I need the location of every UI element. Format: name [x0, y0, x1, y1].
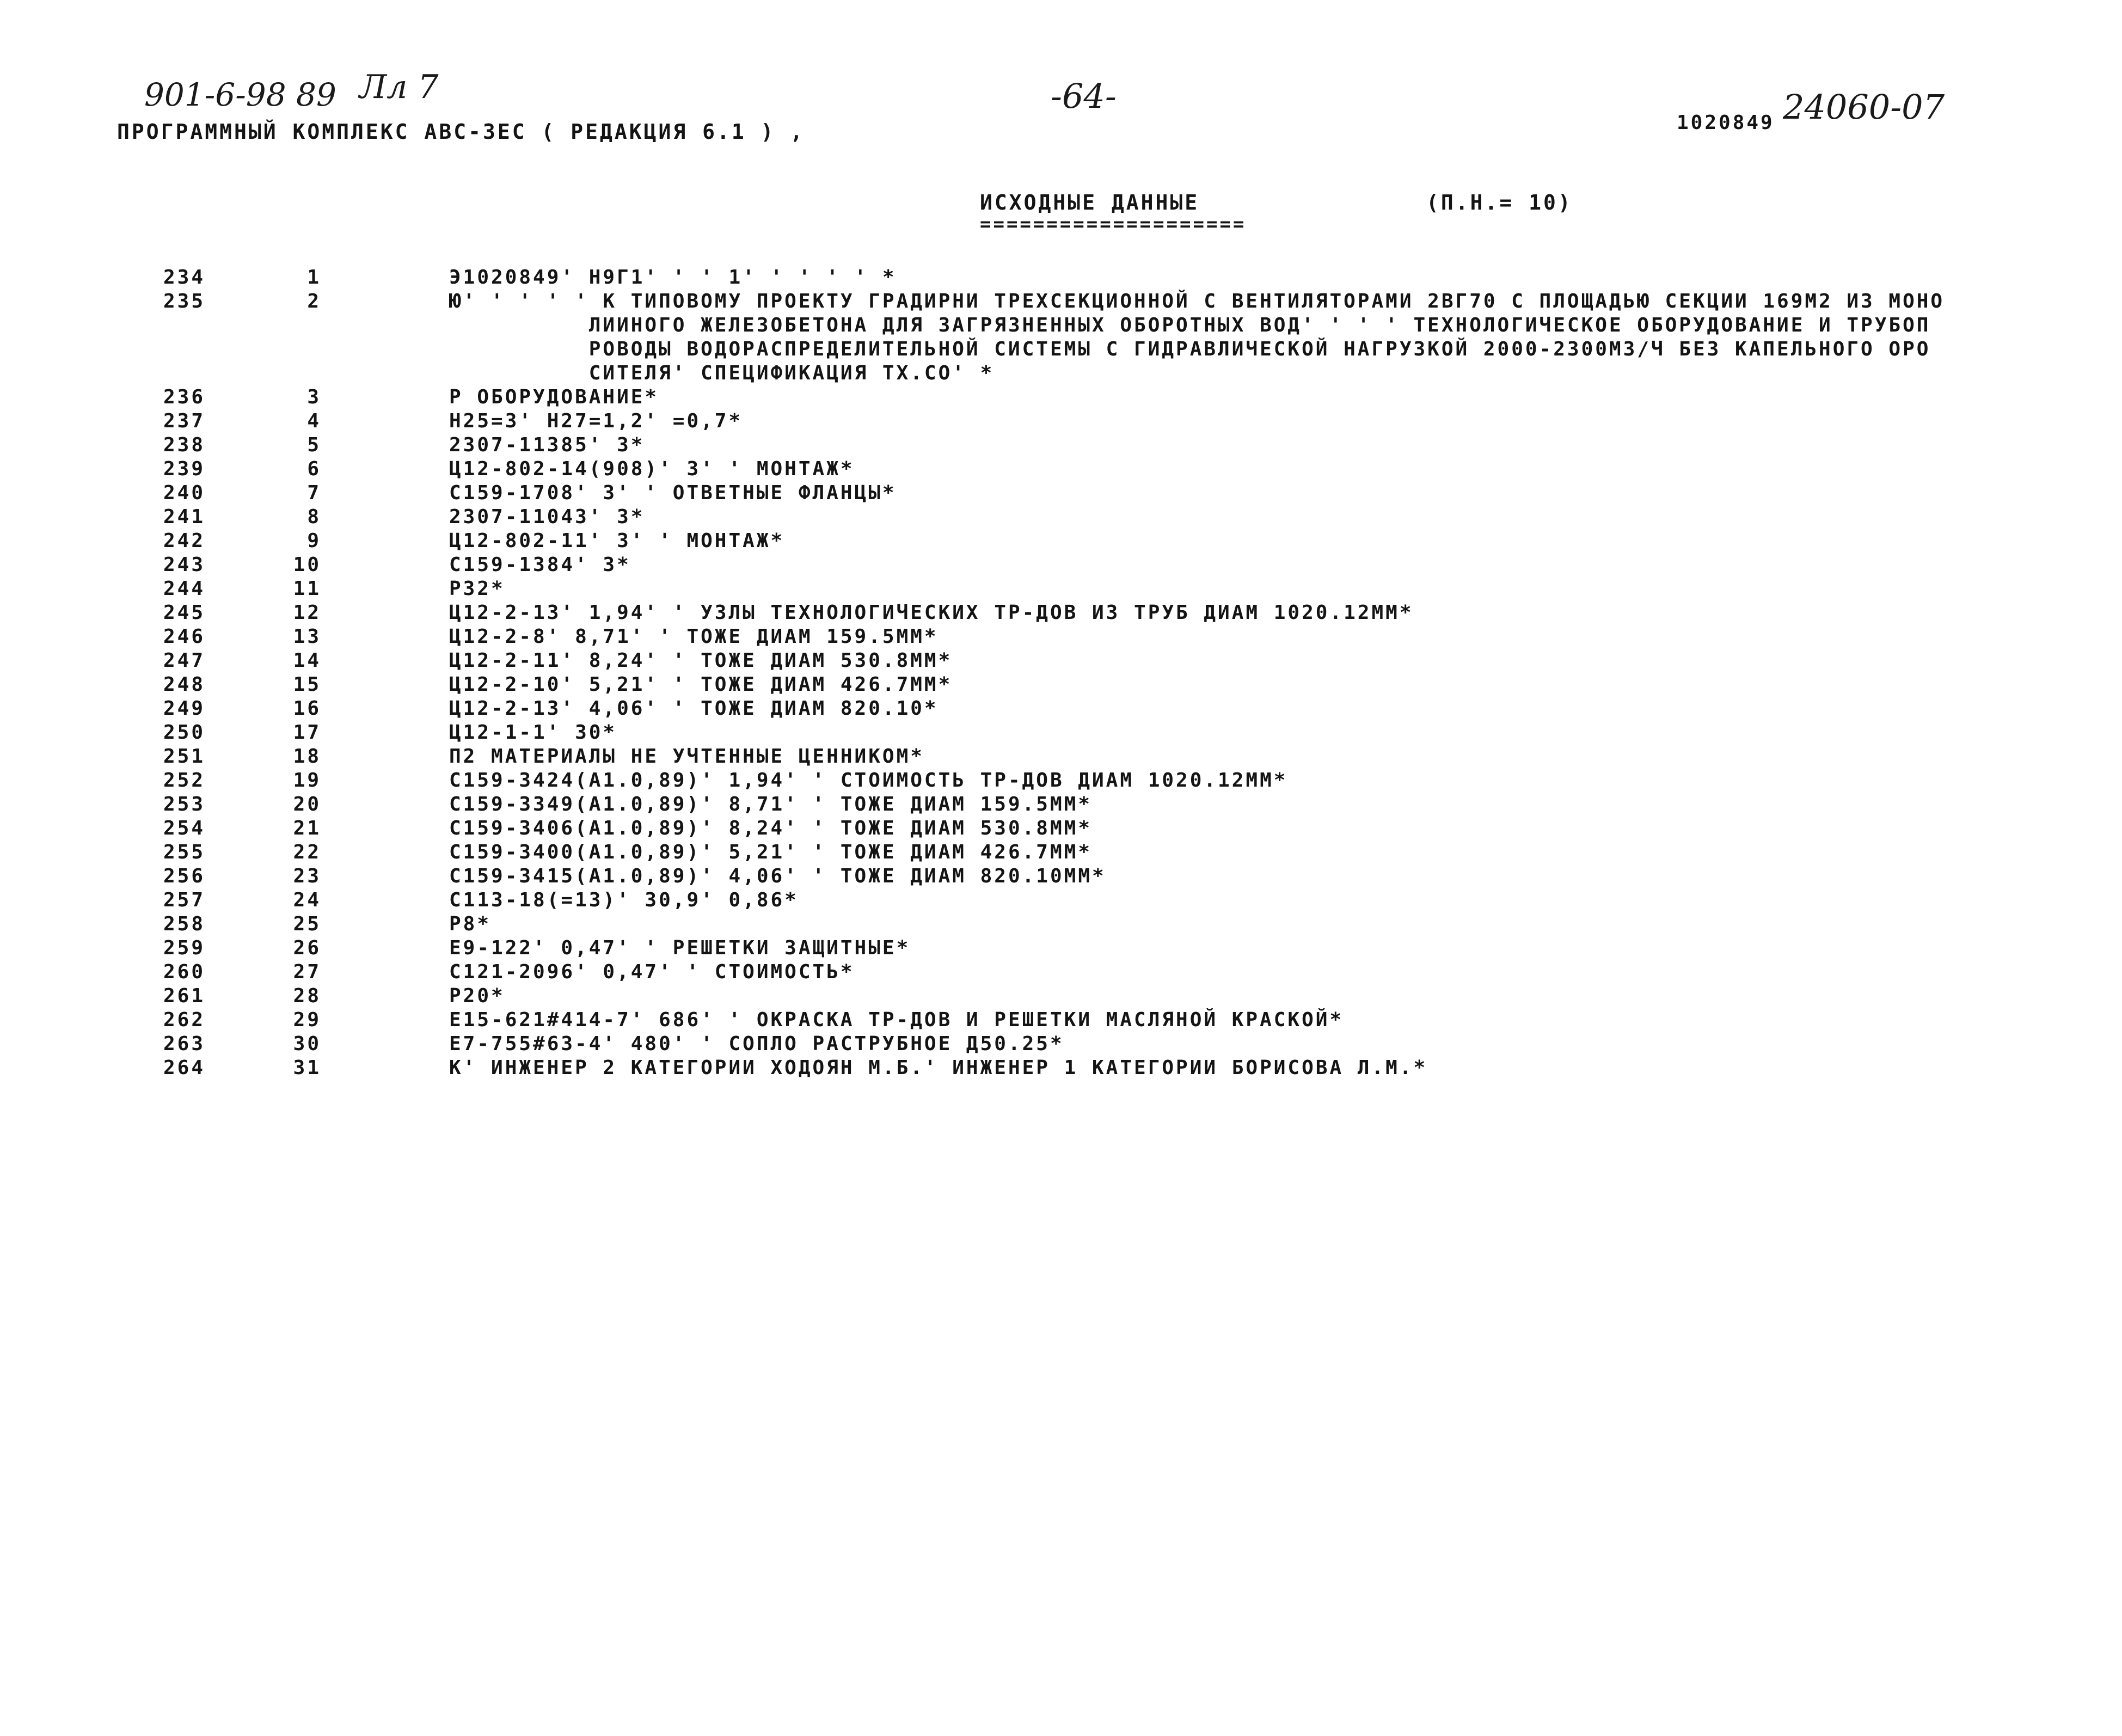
listing-row: [0, 385, 2122, 409]
listing-row: [0, 601, 2122, 625]
line-number: 252: [163, 769, 206, 792]
record-text: Р20*: [449, 985, 505, 1007]
line-number: 254: [163, 817, 206, 839]
sequence-number: 2: [307, 290, 321, 312]
line-number: 245: [163, 602, 206, 624]
record-text: Е7-755#63-4' 480' ' СОПЛО РАСТРУБНОЕ Д50.25*: [449, 1033, 1064, 1055]
line-number: 262: [163, 1009, 206, 1031]
record-text: Ц12-2-10' 5,21' ' ТОЖЕ ДИАМ 426.7ММ*: [449, 673, 953, 696]
record-text: К' ИНЖЕНЕР 2 КАТЕГОРИИ ХОДОЯН М.Б.' ИНЖЕНЕР 1 КАТЕГОРИИ БОРИСОВА Л.М.*: [449, 1057, 1428, 1079]
sequence-number: 31: [293, 1057, 321, 1079]
record-text: Н25=3' Н27=1,2' =0,7*: [449, 410, 743, 432]
record-text: Е9-122' 0,47' ' РЕШЕТКИ ЗАЩИТНЫЕ*: [449, 937, 911, 959]
handwritten-page-number: -64-: [1051, 76, 1117, 116]
listing-row: [0, 769, 2122, 793]
sequence-number: 14: [293, 649, 321, 672]
record-text: П2 МАТЕРИАЛЫ НЕ УЧТЕННЫЕ ЦЕННИКОМ*: [449, 745, 924, 768]
sequence-number: 27: [293, 961, 321, 983]
listing-row: [0, 721, 2122, 745]
listing-row: [0, 697, 2122, 721]
record-text: ЛИИНОГО ЖЕЛЕЗОБЕТОНА ДЛЯ ЗАГРЯЗНЕННЫХ ОБОРОТНЫХ ВОД' ' ' ' ТЕХНОЛОГИЧЕСКОЕ ОБОРУДОВАНИЕ И ТРУБОП: [449, 314, 1931, 336]
line-number: 253: [163, 793, 206, 815]
sequence-number: 22: [293, 841, 321, 863]
sequence-number: 7: [307, 482, 321, 504]
listing-row: [0, 577, 2122, 601]
listing-row: [0, 457, 2122, 481]
listing-row: [0, 912, 2122, 936]
record-text: Ю' ' ' ' ' К ТИПОВОМУ ПРОЕКТУ ГРАДИРНИ ТРЕХСЕКЦИОННОЙ С ВЕНТИЛЯТОРАМИ 2ВГ70 С ПЛОЩАДЬЮ СЕКЦИИ 169М2 ИЗ МОНО: [449, 290, 1945, 312]
sequence-number: 15: [293, 673, 321, 696]
sequence-number: 25: [293, 913, 321, 935]
line-number: 241: [163, 506, 206, 528]
heading-underline: ====================: [980, 213, 1247, 235]
listing-row: [0, 505, 2122, 529]
sequence-number: 13: [293, 625, 321, 648]
sequence-number: [272, 314, 321, 338]
line-number: 261: [163, 985, 206, 1007]
listing-row: [0, 960, 2122, 984]
record-text: С159-3406(А1.0,89)' 8,24' ' ТОЖЕ ДИАМ 530.8ММ*: [449, 817, 1092, 839]
record-text: 2307-11043' 3*: [449, 506, 645, 528]
line-number: 259: [163, 937, 206, 959]
line-number: 251: [163, 745, 206, 768]
order-code: 1020849: [1677, 112, 1775, 134]
line-number: 239: [163, 458, 206, 480]
listing-row: [0, 673, 2122, 697]
sequence-number: [272, 338, 321, 361]
sequence-number: [272, 361, 321, 385]
sequence-number: 18: [293, 745, 321, 768]
listing-row: [0, 1008, 2122, 1032]
record-text: С121-2096' 0,47' ' СТОИМОСТЬ*: [449, 961, 855, 983]
record-text: Е15-621#414-7' 686' ' ОКРАСКА ТР-ДОВ И РЕШЕТКИ МАСЛЯНОЙ КРАСКОЙ*: [449, 1009, 1344, 1031]
sequence-number: 24: [293, 889, 321, 911]
listing-row: [0, 314, 2122, 338]
record-text: С159-1384' 3*: [449, 554, 631, 576]
line-number: 260: [163, 961, 206, 983]
line-number: 256: [163, 865, 206, 887]
listing-row: [0, 290, 2122, 314]
listing-row: [0, 745, 2122, 769]
listing-row: [0, 553, 2122, 577]
handwritten-document-number: 24060-07: [1783, 87, 1945, 127]
sequence-number: 4: [307, 410, 321, 432]
listing-row: [0, 433, 2122, 457]
sequence-number: 23: [293, 865, 321, 887]
record-text: Ц12-1-1' 30*: [449, 721, 617, 744]
program-title: ПРОГРАММНЫЙ КОМПЛЕКС АВС-3ЕС ( РЕДАКЦИЯ 6.1 ) ,: [117, 120, 805, 144]
listing-row: [0, 338, 2122, 361]
page-heading: ИСХОДНЫЕ ДАННЫЕ: [980, 191, 1200, 214]
line-number: [0, 314, 272, 338]
record-text: С159-3415(А1.0,89)' 4,06' ' ТОЖЕ ДИАМ 820.10ММ*: [449, 865, 1106, 887]
listing-row: [0, 649, 2122, 673]
line-number: 263: [163, 1033, 206, 1055]
record-text: Ц12-802-14(908)' 3' ' МОНТАЖ*: [449, 458, 855, 480]
listing-row: [0, 984, 2122, 1008]
handwritten-sheet-mark: Лл 7: [359, 68, 439, 106]
line-number: 237: [163, 410, 206, 432]
line-number: 235: [163, 290, 206, 312]
line-number: 246: [163, 625, 206, 648]
line-number: 242: [163, 530, 206, 552]
sequence-number: 19: [293, 769, 321, 792]
record-text: РОВОДЫ ВОДОРАСПРЕДЕЛИТЕЛЬНОЙ СИСТЕМЫ С ГИДРАВЛИЧЕСКОЙ НАГРУЗКОЙ 2000-2300М3/Ч БЕЗ КАПЕЛЬНОГО ОРО: [449, 338, 1931, 360]
line-number: 244: [163, 578, 206, 600]
sequence-number: 10: [293, 554, 321, 576]
listing-row: [0, 936, 2122, 960]
listing-row: [0, 793, 2122, 817]
listing-row: [0, 625, 2122, 649]
sequence-number: 8: [307, 506, 321, 528]
sequence-number: 20: [293, 793, 321, 815]
sequence-number: 6: [307, 458, 321, 480]
listing-row: [0, 888, 2122, 912]
listing-row: [0, 864, 2122, 888]
line-number: 240: [163, 482, 206, 504]
listing-row: [0, 266, 2122, 290]
sequence-number: 11: [293, 578, 321, 600]
sequence-number: 12: [293, 602, 321, 624]
sequence-number: 29: [293, 1009, 321, 1031]
listing-row: [0, 409, 2122, 433]
record-text: Ц12-2-11' 8,24' ' ТОЖЕ ДИАМ 530.8ММ*: [449, 649, 953, 672]
listing-row: [0, 1056, 2122, 1080]
line-number: 238: [163, 434, 206, 456]
sequence-number: 9: [307, 530, 321, 552]
sequence-number: 21: [293, 817, 321, 839]
listing-row: [0, 481, 2122, 505]
record-text: СИТЕЛЯ' СПЕЦИФИКАЦИЯ ТХ.СО' *: [449, 362, 995, 384]
record-text: С159-3424(А1.0,89)' 1,94' ' СТОИМОСТЬ ТР-ДОВ ДИАМ 1020.12ММ*: [449, 769, 1288, 792]
page-counter: (П.Н.= 10): [1426, 191, 1573, 214]
record-text: С113-18(=13)' 30,9' 0,86*: [449, 889, 799, 911]
line-number: [0, 338, 272, 361]
line-number: 257: [163, 889, 206, 911]
sequence-number: 5: [307, 434, 321, 456]
listing-row: [0, 817, 2122, 841]
record-text: С159-3400(А1.0,89)' 5,21' ' ТОЖЕ ДИАМ 426.7ММ*: [449, 841, 1092, 863]
line-number: 264: [163, 1057, 206, 1079]
handwritten-project-code: 901-6-98 89: [144, 76, 336, 113]
line-number: 255: [163, 841, 206, 863]
line-number: 234: [163, 266, 206, 289]
record-text: Р ОБОРУДОВАНИЕ*: [449, 386, 659, 408]
record-text: Э1020849' Н9Г1' ' ' 1' ' ' ' ' *: [449, 266, 897, 289]
record-text: С159-3349(А1.0,89)' 8,71' ' ТОЖЕ ДИАМ 159.5ММ*: [449, 793, 1092, 815]
listing-row: [0, 361, 2122, 385]
listing-row: [0, 1032, 2122, 1056]
record-text: Р32*: [449, 578, 505, 600]
record-text: Р8*: [449, 913, 492, 935]
line-number: 236: [163, 386, 206, 408]
sequence-number: 17: [293, 721, 321, 744]
record-text: Ц12-2-8' 8,71' ' ТОЖЕ ДИАМ 159.5ММ*: [449, 625, 939, 648]
record-text: С159-1708' 3' ' ОТВЕТНЫЕ ФЛАНЦЫ*: [449, 482, 897, 504]
line-number: 258: [163, 913, 206, 935]
sequence-number: 26: [293, 937, 321, 959]
record-text: Ц12-2-13' 1,94' ' УЗЛЫ ТЕХНОЛОГИЧЕСКИХ ТР-ДОВ ИЗ ТРУБ ДИАМ 1020.12ММ*: [449, 602, 1414, 624]
sequence-number: 28: [293, 985, 321, 1007]
listing-row: [0, 529, 2122, 553]
sequence-number: 30: [293, 1033, 321, 1055]
record-text: 2307-11385' 3*: [449, 434, 645, 456]
sequence-number: 16: [293, 697, 321, 720]
sequence-number: 1: [307, 266, 321, 289]
sequence-number: 3: [307, 386, 321, 408]
listing-row: [0, 841, 2122, 864]
line-number: [0, 361, 272, 385]
source-listing: [0, 266, 2122, 1080]
record-text: Ц12-2-13' 4,06' ' ТОЖЕ ДИАМ 820.10*: [449, 697, 939, 720]
line-number: 247: [163, 649, 206, 672]
line-number: 243: [163, 554, 206, 576]
line-number: 250: [163, 721, 206, 744]
record-text: Ц12-802-11' 3' ' МОНТАЖ*: [449, 530, 785, 552]
line-number: 248: [163, 673, 206, 696]
line-number: 249: [163, 697, 206, 720]
